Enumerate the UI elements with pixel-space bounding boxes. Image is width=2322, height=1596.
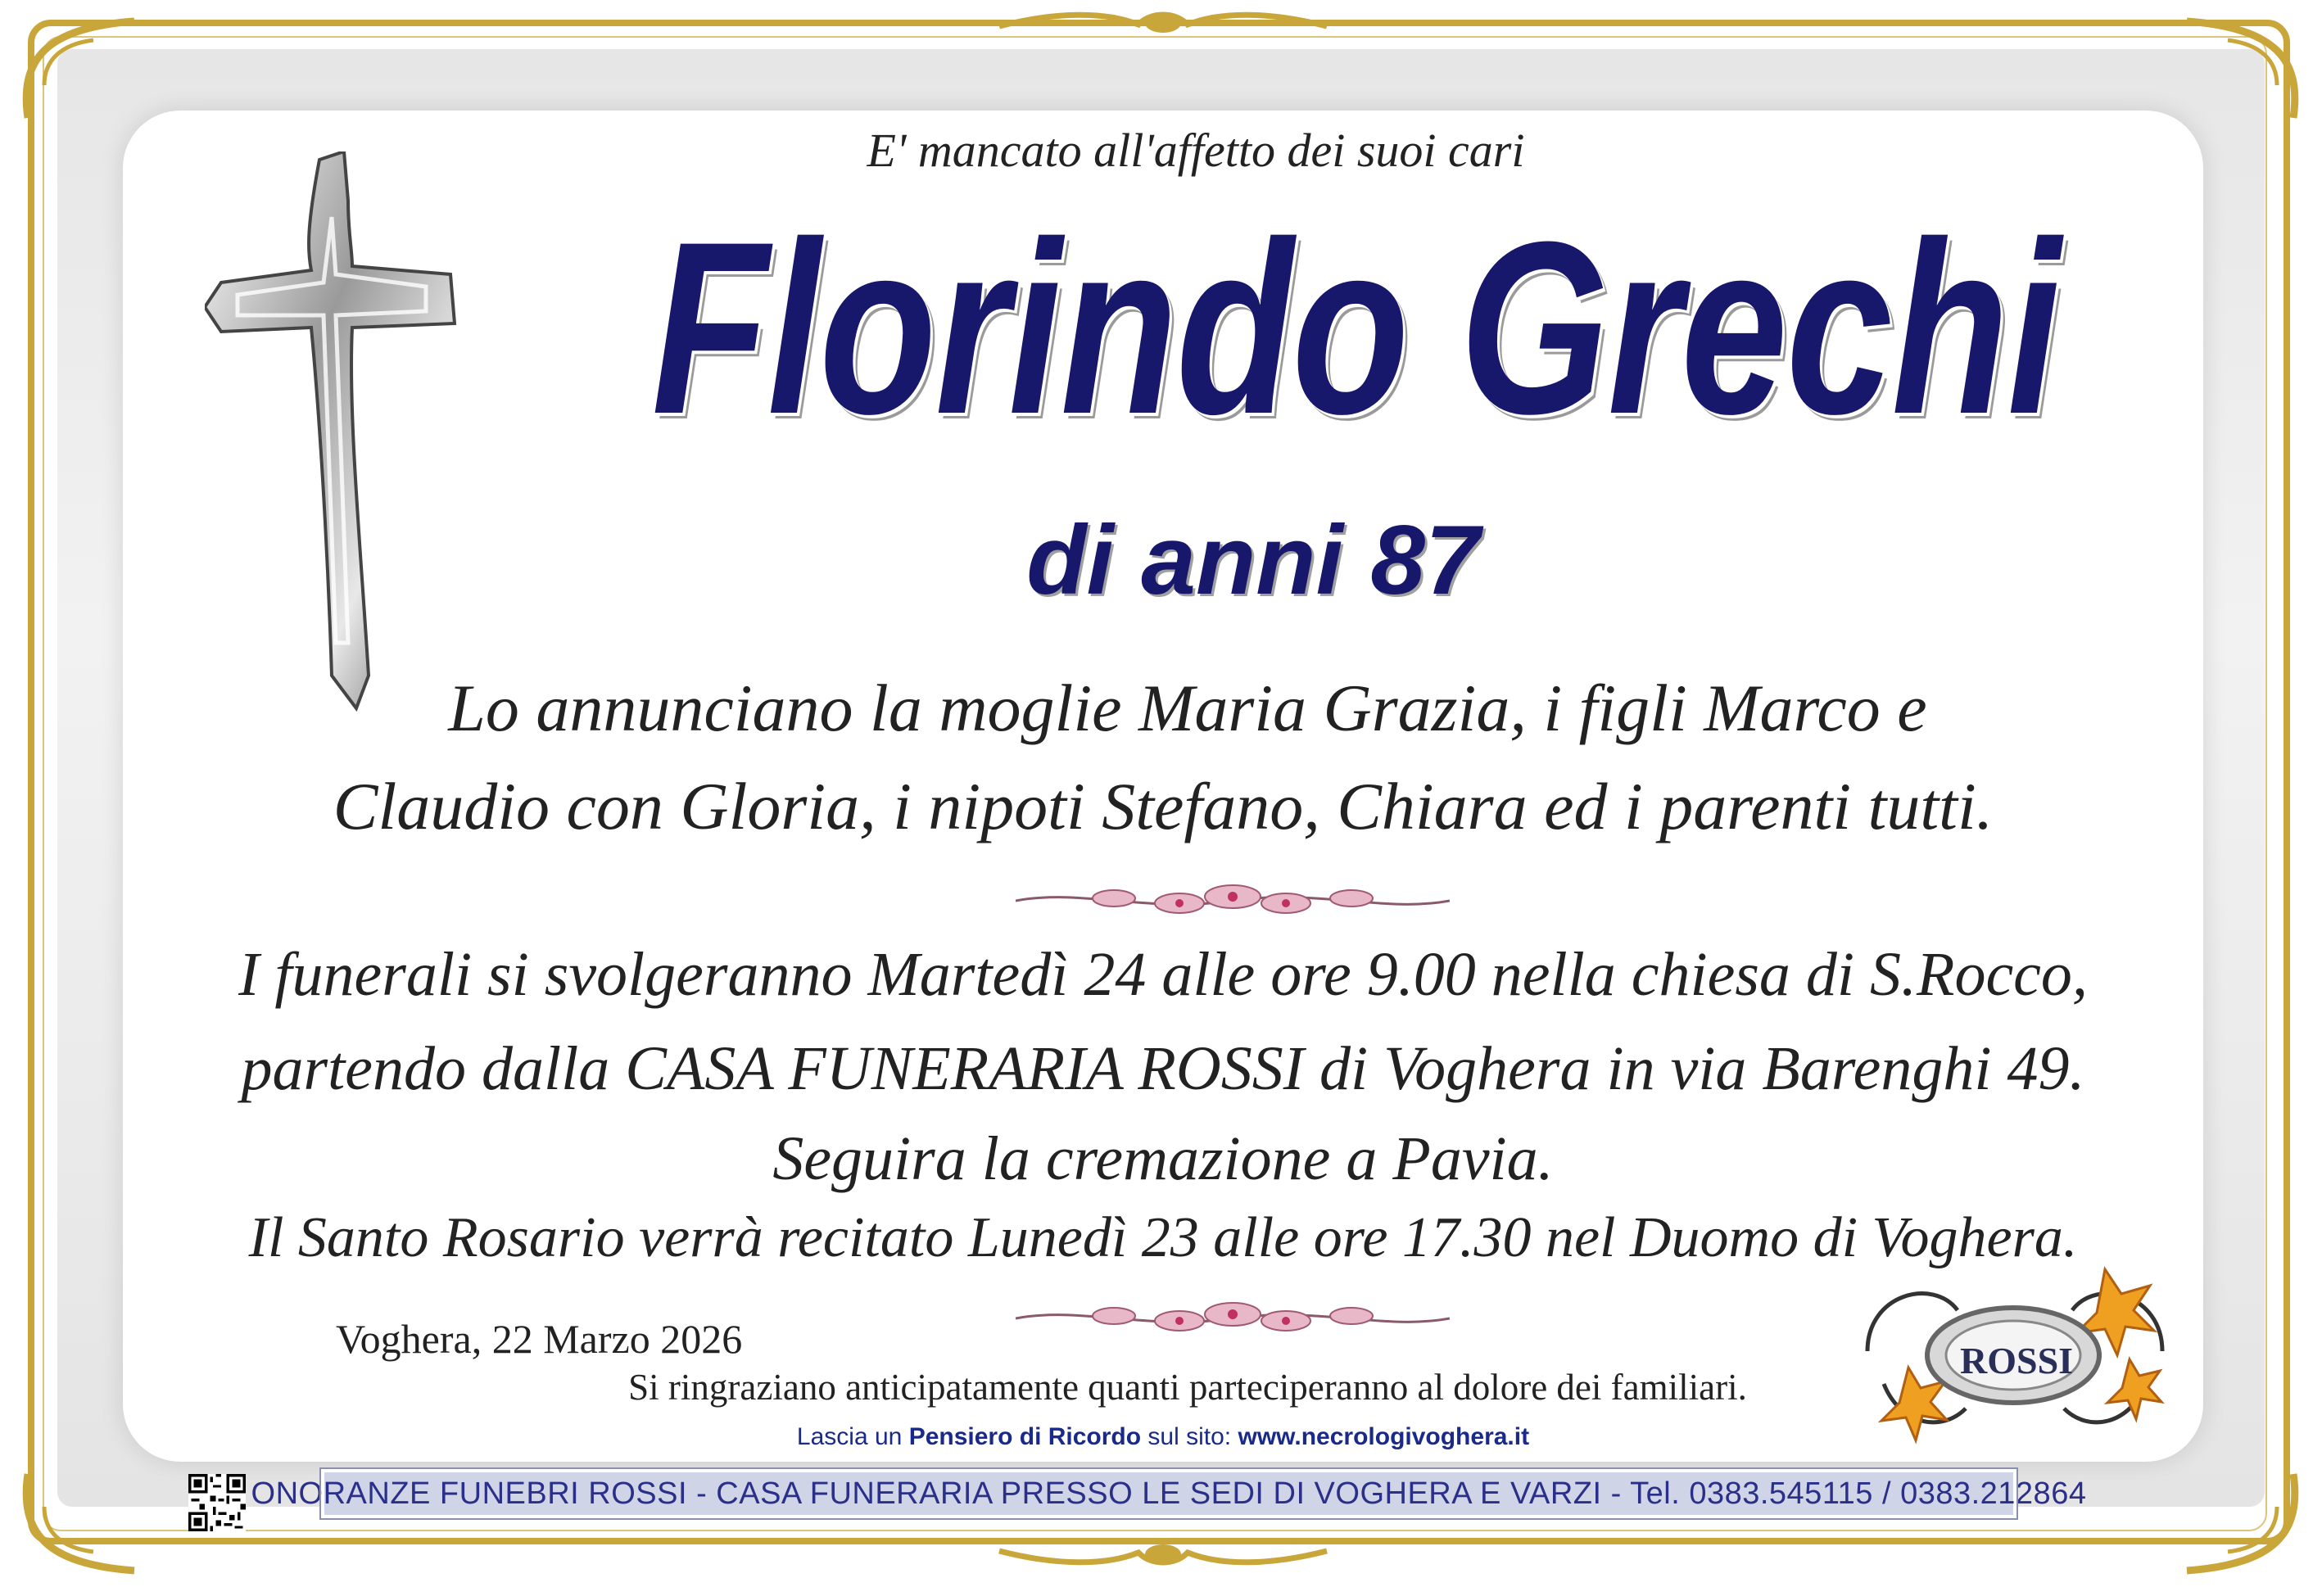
corner-ornament-icon [2179,11,2310,126]
cross-icon [205,151,467,725]
top-ornament-icon [991,3,1335,44]
deceased-age: di anni 87 [1026,505,1480,615]
deceased-name: Florindo Grechi [651,190,2060,465]
funeral-line: Il Santo Rosario verrà recitato Lunedì 23 alle ore 17.30 nel Duomo di Voghera. [248,1206,2078,1269]
footer-text: ONORANZE FUNEBRI ROSSI - CASA FUNERARIA PRESSO LE SEDI DI VOGHERA E VARZI - Tel. 0383.545115 / 0383.212864 [251,1476,2087,1511]
site-url-link[interactable]: www.necrologivoghera.it [1238,1423,1530,1450]
logo-label: ROSSI [1960,1340,2074,1381]
site-line [672,1423,1654,1451]
flower-divider-icon [1016,1298,1450,1339]
corner-ornament-icon [2179,1466,2310,1580]
site-highlight: Pensiero di Ricordo [908,1423,1142,1450]
corner-ornament-icon [11,11,143,126]
bottom-ornament-icon [991,1533,1335,1574]
footer-bar [251,1469,2087,1518]
announcement-line: Lo annunciano la moglie Maria Grazia, i figli Marco e [448,671,1927,745]
date-place: Voghera, 22 Marzo 2026 [336,1316,743,1362]
announcement-line: Claudio con Gloria, i nipoti Stefano, Chiara ed i parenti tutti. [333,769,1994,843]
qr-code-icon[interactable] [185,1474,249,1531]
flower-divider-icon [1016,880,1450,921]
site-prefix: Lascia un [796,1423,903,1450]
corner-ornament-icon [11,1466,143,1580]
funeral-line: I funerali si svolgeranno Martedì 24 alle ore 9.00 nella chiesa di S.Rocco, [238,940,2088,1009]
funeral-line: Seguira la cremazione a Pavia. [772,1124,1554,1193]
site-middle: sul sito: [1147,1423,1232,1450]
thanks-text: Si ringraziano anticipatamente quanti parteciperanno al dolore dei familiari. [628,1367,1747,1408]
funeral-line: partendo dalla CASA FUNERARIA ROSSI di Voghera in via Barenghi 49. [241,1034,2085,1103]
intro-text: E' mancato all'affetto dei suoi cari [867,124,1525,177]
